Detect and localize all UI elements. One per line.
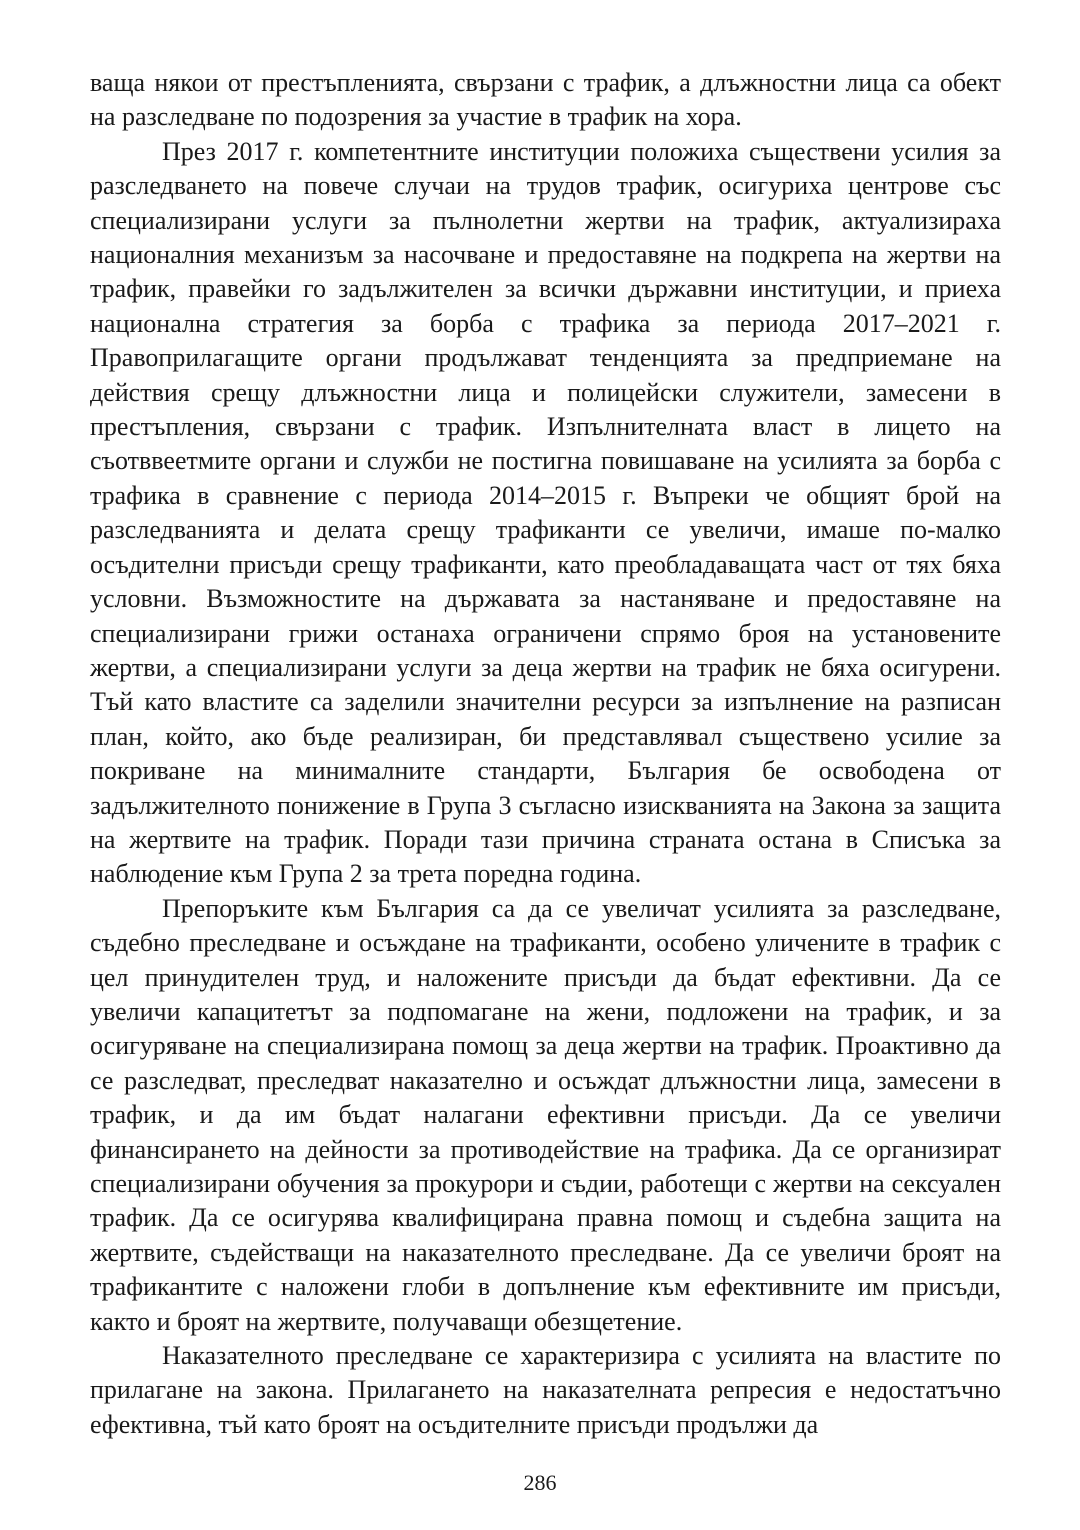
paragraph-recommendations: Препоръките към България са да се увеличат усилията за разследване, съдебно преследване и осъждане на трафиканти, особено уличените в трафик с цел принудителен труд, и наложените присъди да бъдат ефективни. Да се увеличи капацитетът за подпомагане на жени, подложени на трафик, и за осигуряване на специализирана помощ за деца жертви на трафик. Проактивно да се разследват, преследват наказателно и осъждат длъжностни лица, замесени в трафик, и да им бъдат налагани ефективни присъди. Да се увеличи финансирането на дейности за противодействие на трафика. Да се организират специализирани обучения за прокурори и съдии, работещи с жертви на сексуален трафик. Да се осигурява квалифицирана правна помощ и съдебна защита на жертвите, съдействащи на наказателното преследване. Да се увеличи броят на трафикантите с наложени глоби в допълнение към ефективните им присъди, както и броят на жертвите, получаващи обезщетение.	[90, 893, 1001, 1336]
paragraph-prosecution: Наказателното преследване се характеризира с усилията на властите по прилагане на закона. Прилагането на наказателната репресия е недостатъчно ефективна, тъй като броят на осъдителните присъди продължи да	[90, 1341, 1001, 1439]
page-number: 286	[523, 1470, 557, 1495]
paragraph-continuation: ваща някои от престъпленията, свързани с трафик, а длъжностни лица са обект на разследване по подозрения за участие в трафик на хора.	[90, 68, 1001, 132]
paragraph-2017-efforts: През 2017 г. компетентните институции положиха съществени усилия за разследването на повече случаи на трудов трафик, осигуриха центрове със специализирани услуги за пълнолетни жертви на трафик, актуализираха националния механизъм за насочване и предоставяне на подкрепа на жертви на трафик, правейки го задължителен за всички държавни институции, и приеха национална стратегия за борба с трафика за периода 2017–2021 г. Правоприлагащите органи продължават тенденцията за предприемане на действия срещу длъжностни лица и полицейски служители, замесени в престъпления, свързани с трафик. Изпълнителната власт в лицето на съотввеетмите органи и служби не постигна повишаване на усилията за борба с трафика в сравнение с периода 2014–2015 г. Въпреки че общият брой на разследванията и делата срещу трафиканти се увеличи, имаше по-малко осъдителни присъди срещу трафиканти, като преобладаващата част от тях бяха условни. Възможностите на държавата за настаняване и предоставяне на специализирани грижи останаха ограничени спрямо броя на установените жертви, а специализирани услуги за деца жертви на трафик не бяха осигурени. Тъй като властите са заделили значителни ресурси за изпълнение на разписан план, който, ако бъде реализиран, би представлявал съществено усилие за покриване на минималните стандарти, България бе освободена от задължителното понижение в Група 3 съгласно изискванията на Закона за защита на жертвите на трафик. Поради тази причина страната остана в Списъка за наблюдение към Група 2 за трета поредна година.	[90, 136, 1001, 889]
body-text	[90, 66, 1001, 1442]
